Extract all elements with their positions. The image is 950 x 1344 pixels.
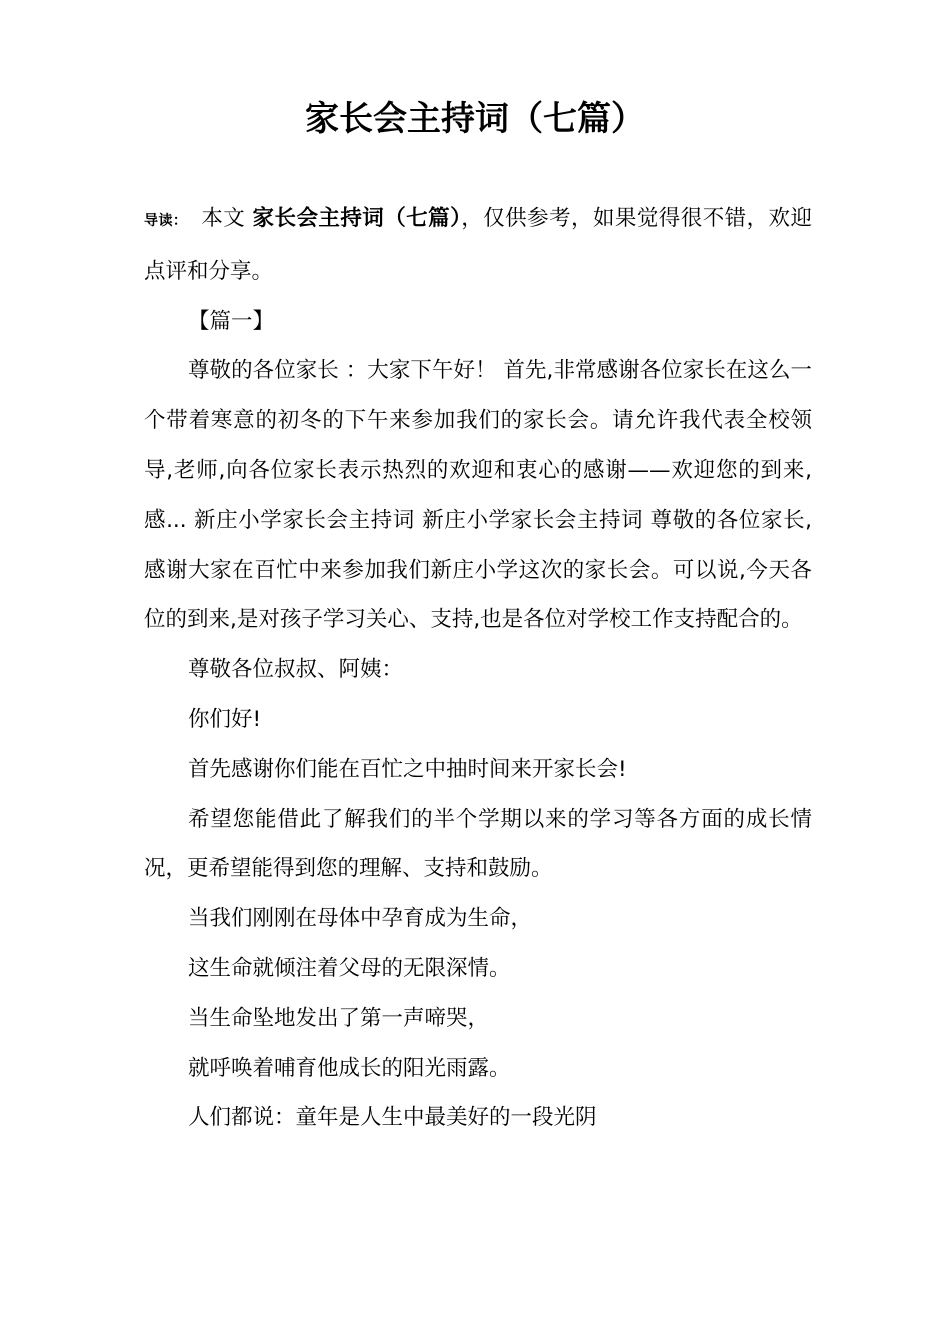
paragraph: 当我们刚刚在母体中孕育成为生命， <box>188 906 533 932</box>
paragraph: 当生命坠地发出了第一声啼哭， <box>188 1005 490 1031</box>
document-body <box>144 194 812 1143</box>
paragraph: 希望您能借此了解我们的半个学期以来的学习等各方面的成长情况，更希望能得到您的理解、支持和鼓励。 <box>144 806 812 882</box>
paragraph: 这生命就倾注着父母的无限深情。 <box>188 955 511 981</box>
document-title: 家长会主持词（七篇） <box>305 99 645 139</box>
intro-prefix: 本文 <box>201 206 246 231</box>
paragraph: 尊敬的各位家长 ：大家下午好！ 首先,非常感谢各位家长在这么一个带着寒意的初冬的下午来参加我们的家长会。请允许我代表全校领导,老师,向各位家长表示热烈的欢迎和衷心的感谢——欢迎您的到来,感... 新庄小学家长会主持词 新庄小学家长会主持词 尊敬的各位家长,感谢大家在百忙中来参加我们新庄小学这次的家长会。可以说,今天各位的到来,是对孩子学习关心、支持,也是各位对学校工作支持配合的。 <box>144 358 812 633</box>
intro-paragraph <box>144 194 812 297</box>
paragraph: 就呼唤着哺育他成长的阳光雨露。 <box>188 1055 511 1081</box>
paragraph: 尊敬各位叔叔、阿姨： <box>188 657 404 683</box>
intro-bold-title: 家长会主持词（七篇） <box>252 206 462 231</box>
intro-label: 导读： <box>144 213 188 229</box>
section-heading: 【篇一】 <box>188 308 275 334</box>
paragraph: 人们都说：童年是人生中最美好的一段光阴 <box>188 1105 597 1131</box>
paragraph: 你们好! <box>188 706 262 732</box>
intro-suffix: ，仅供参考，如果觉得很不错，欢迎点评和分享。 <box>144 206 812 284</box>
paragraph: 首先感谢你们能在百忙之中抽时间来开家长会! <box>188 756 627 782</box>
